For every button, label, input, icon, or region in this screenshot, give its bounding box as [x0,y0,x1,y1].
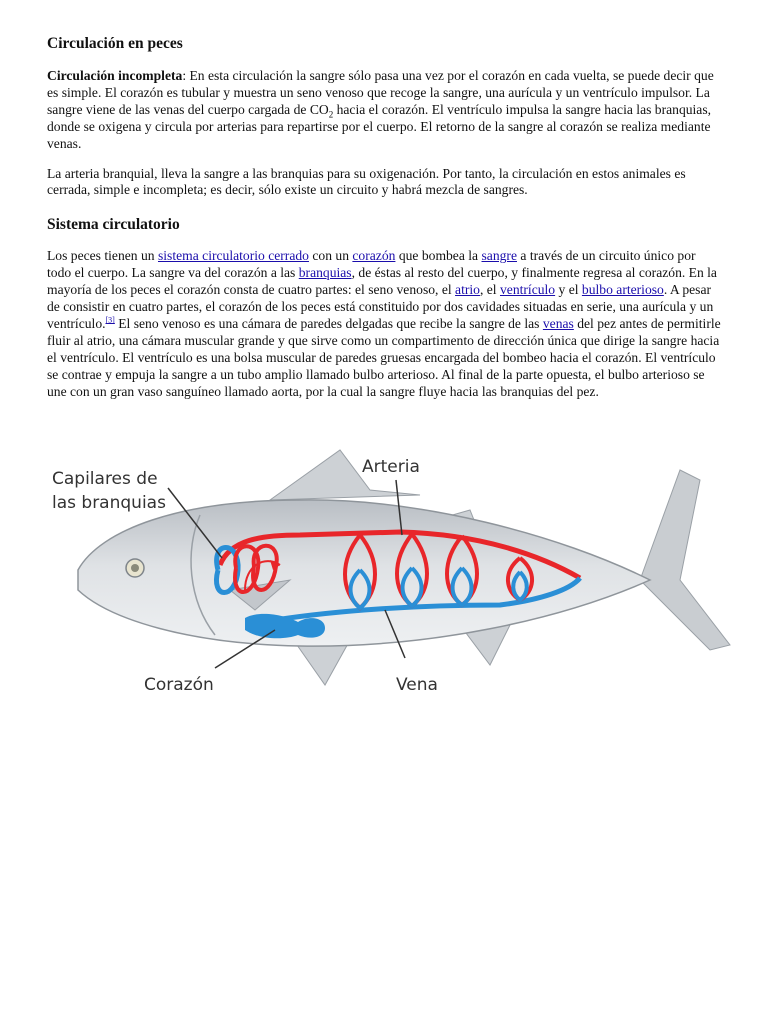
paragraph-text: con un [308,248,353,264]
paragraph-text: El seno venoso es una cámara de paredes delgadas que recibe la sangre de las [114,315,543,331]
paragraph-circulacion-incompleta [47,68,723,153]
link-atrio[interactable]: atrio [455,282,480,298]
label-capilares-line1: Capilares de [52,469,158,489]
tail-fin [640,470,730,650]
paragraph-text: y el [555,282,582,298]
paragraph-sistema-circulatorio [47,248,723,400]
term-circulacion-incompleta: Circulación incompleta [47,68,183,83]
subscript-2: 2 [328,109,334,120]
section-title-circulacion: Circulación en peces [47,35,183,52]
fish-diagram-svg [40,440,740,700]
label-vena: Vena [396,675,438,695]
label-arteria: Arteria [362,457,420,477]
link-ventriculo[interactable]: ventrículo [499,282,556,298]
paragraph-text: que bombea la [395,248,482,264]
paragraph-text: : En esta circulación la sangre sólo pasa una vez por el corazón en cada vuelta, se puede decir que es simple. El corazón es tubular y muestra un seno venoso que recoge la sangre, una aurícula y un ventrículo impulsor. La sangre viene de las venas del cuerpo cargada de CO [47,68,714,117]
label-corazon: Corazón [144,675,214,695]
paragraph-arteria-branquial: La arteria branquial, lleva la sangre a las branquias para su oxigenación. Por tanto, la circulación en estos animales es cerrada, simple e incompleta; es decir, sólo existe un circuito y habrá mezcla de sangres. [47,165,686,198]
link-sistema-circulatorio-cerrado[interactable]: sistema circulatorio cerrado [157,248,309,264]
link-corazon[interactable]: corazón [352,248,396,264]
label-capilares-line2: las branquias [52,493,166,513]
paragraph-text: Los peces tienen un [47,248,158,264]
link-sangre[interactable]: sangre [481,248,517,264]
paragraph-text: . A pesar de consistir en cuatro partes, el corazón de los peces está constituido por dos cavidades situadas en serie, una aurícula y un ventrículo. [47,282,714,331]
paragraph-text: , de éstas al resto del cuerpo, y finalmente regresa al corazón. En la mayoría de los peces el corazón consta de cuatro partes: el seno venoso, el [47,265,717,298]
section-title-sistema-circulatorio: Sistema circulatorio [47,216,180,234]
document-content [47,30,723,401]
link-venas[interactable]: venas [542,315,574,331]
paragraph-text: , el [479,282,500,298]
fish-circulation-diagram [40,440,740,700]
reference-link-3[interactable]: [3] [105,315,115,325]
link-branquias[interactable]: branquias [298,265,352,281]
fish-pupil [131,564,139,572]
paragraph-text: hacia el corazón. El ventrículo impulsa la sangre hacia las branquias, donde se oxigena y circula por arterias para repartirse por el cuerpo. El retorno de la sangre al corazón se realiza mediante venas. [47,101,712,151]
link-bulbo-arterioso[interactable]: bulbo arterioso [581,282,664,298]
paragraph-text: a través de un circuito único por todo el cuerpo. La sangre va del corazón a las [47,248,696,281]
paragraph-text: del pez antes de permitirle fluir al atrio, una cámara muscular grande y que sirve como un compartimento de dirección única que dirige la sangre hacia el ventrículo. El ventrículo es una bolsa muscular de paredes gruesas encargada del bombeo hacia el corazón. El ventrículo se contrae y empuja la sangre a un tubo amplio llamado bulbo arterioso. Al final de la parte opuesta, el bulbo arterioso se une con un gran vaso sanguíneo llamado aorta, por la cual la sangre fluye hacia las branquias del pez. [47,315,721,399]
